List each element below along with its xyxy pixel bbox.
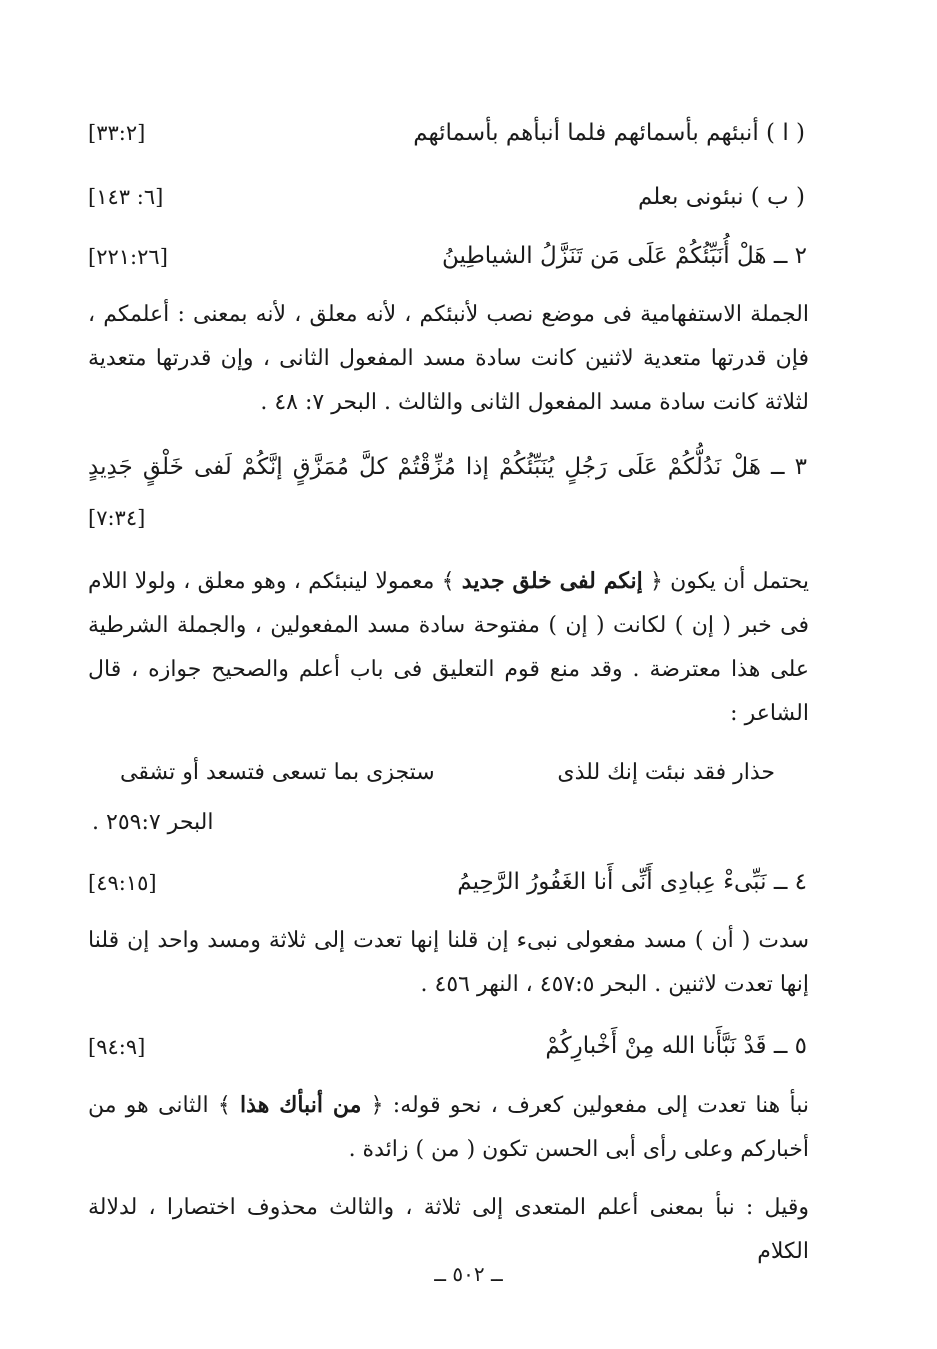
poem-hemistich-2: ستجزى بما تسعى فتسعد أو تشقى — [120, 760, 435, 785]
reference-verse-3: [٧:٣٤] — [88, 506, 146, 530]
verse-3: ٣ ــ هَلْ نَدُلُّكُمْ عَلَى رَجُلٍ يُنَبِّئُكُمْ إذا مُزِّقْتُمْ كلَّ مُمَزَّقٍ إنَّكُمْ لَفى خَلْقٍ جَدِيدٍ — [88, 454, 807, 480]
reference-a: [٣٣:٢] — [88, 121, 146, 145]
quoted-verse-emphasis: من أنبأك هذا — [240, 1092, 362, 1118]
poem-hemistich-1: حذار فقد نبئت إنك للذى — [557, 760, 775, 785]
citation-b: ( ب ) نبئونى بعلم — [638, 184, 805, 210]
poem-source: البحر ٢٥٩:٧ . — [92, 810, 214, 835]
commentary-paragraph-3: سدت ( أن ) مسد مفعولى نبىء إن قلنا إنها تعدت إلى ثلاثة ومسد واحد إن قلنا إنها تعدت لاثنين . البحر ٤٥٧:٥ ، النهر ٤٥٦ . — [88, 928, 809, 997]
commentary-paragraph-4 — [88, 1083, 809, 1172]
verse-2: ٢ ــ هَلْ أُنَبِّئُكُمْ عَلَى مَن تَنَزَّلُ الشياطِينُ — [442, 243, 807, 269]
para4-text-before: نبأ هنا تعدت إلى مفعولين كعرف ، نحو قوله: ﴿ — [361, 1093, 809, 1118]
citation-a: ( ا ) أنبئهم بأسمائهم فلما أنبأهم بأسمائهم — [413, 120, 805, 146]
quoted-verse-emphasis: إنكم لفى خلق جديد — [461, 568, 643, 594]
verse-5: ٥ ــ قَدْ نَبَّأَنا الله مِنْ أَخْبارِكُمْ — [545, 1033, 807, 1059]
reference-verse-2: [٢٢١:٢٦] — [88, 245, 168, 269]
para2-text-before: يحتمل أن يكون ﴿ — [642, 569, 809, 594]
reference-verse-4: [٤٩:١٥] — [88, 871, 157, 895]
verse-4: ٤ ــ نَبِّىءْ عِبادِى أَنِّى أَنا الغَفُورُ الرَّحِيمُ — [457, 869, 807, 895]
page-number: ــ ٥٠٢ ــ — [434, 1262, 503, 1286]
commentary-paragraph-1: الجملة الاستفهامية فى موضع نصب لأنبئكم ، لأنه معلق ، لأنه بمعنى : أعلمكم ، فإن قدرتها متعدية لاثنين كانت سادة مسد المفعول الثانى ، وإن قدرتها متعدية لثلاثة كانت سادة مسد المفعول الثانى والثالث . البحر ٧: ٤٨ . — [88, 302, 809, 415]
para2-text-after: ﴾ معمولا لينبئكم ، وهو معلق ، ولولا اللام فى خبر ( إن ) لكانت ( إن ) مفتوحة سادة مسد المفعولين ، والجملة الشرطية على هذا معترضة . وقد منع قوم التعليق فى باب أعلم والصحيح جوازه ، قال الشاعر : — [88, 569, 809, 726]
reference-b: [٦: ١٤٣] — [88, 185, 164, 209]
commentary-paragraph-5: وقيل : نبأ بمعنى أعلم المتعدى إلى ثلاثة ، والثالث محذوف اختصارا ، لدلالة الكلام — [88, 1195, 809, 1264]
para4-text-after: ﴾ الثانى هو من أخباركم وعلى رأى أبى الحسن تكون ( من ) زائدة . — [88, 1093, 809, 1162]
reference-verse-5: [٩٤:٩] — [88, 1035, 146, 1059]
commentary-paragraph-2 — [88, 559, 809, 736]
